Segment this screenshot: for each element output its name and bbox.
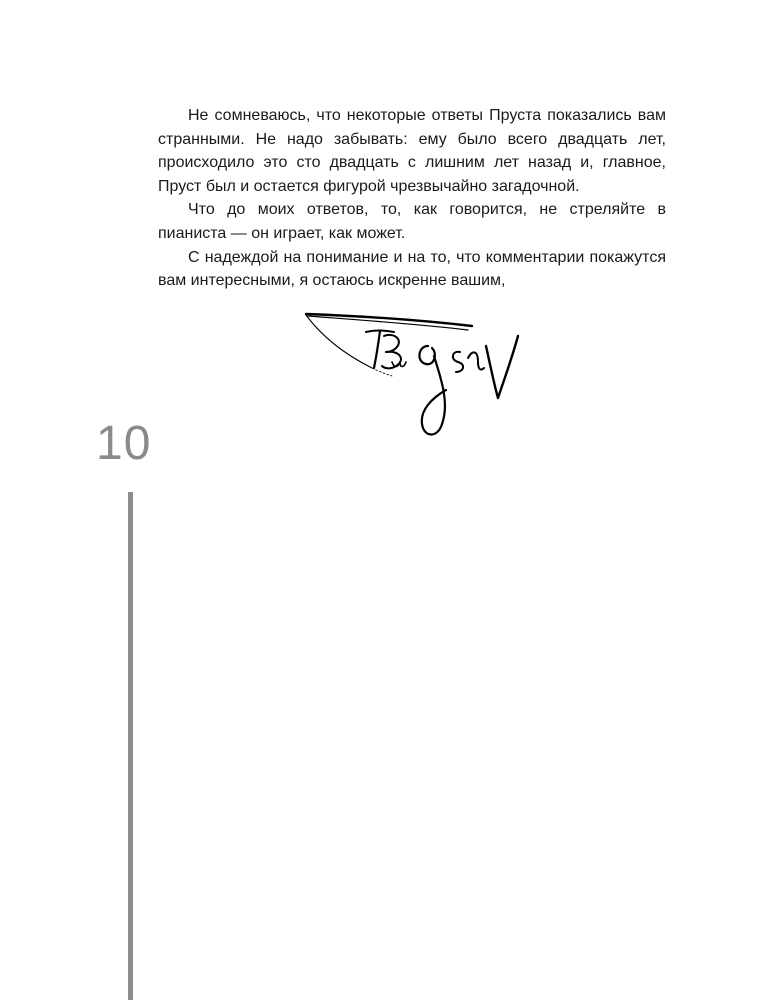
handwritten-signature-icon xyxy=(300,306,530,452)
body-text xyxy=(158,104,666,293)
paragraph-3: С надеждой на понимание и на то, что комментарии покажутся вам интересными, я остаюсь искренне вашим, xyxy=(158,248,666,290)
margin-rule xyxy=(128,492,133,1000)
paragraph-1: Не сомневаюсь, что некоторые ответы Пруста показались вам странными. Не надо забывать: ему было всего двадцать лет, происходило это сто двадцать с лишним лет назад и, главное, Пруст был и остается фигурой чрезвычайно загадочной. xyxy=(158,107,666,195)
paragraph-2: Что до моих ответов, то, как говорится, не стреляйте в пианиста — он играет, как может. xyxy=(158,201,666,242)
page-number: 10 xyxy=(96,417,152,470)
